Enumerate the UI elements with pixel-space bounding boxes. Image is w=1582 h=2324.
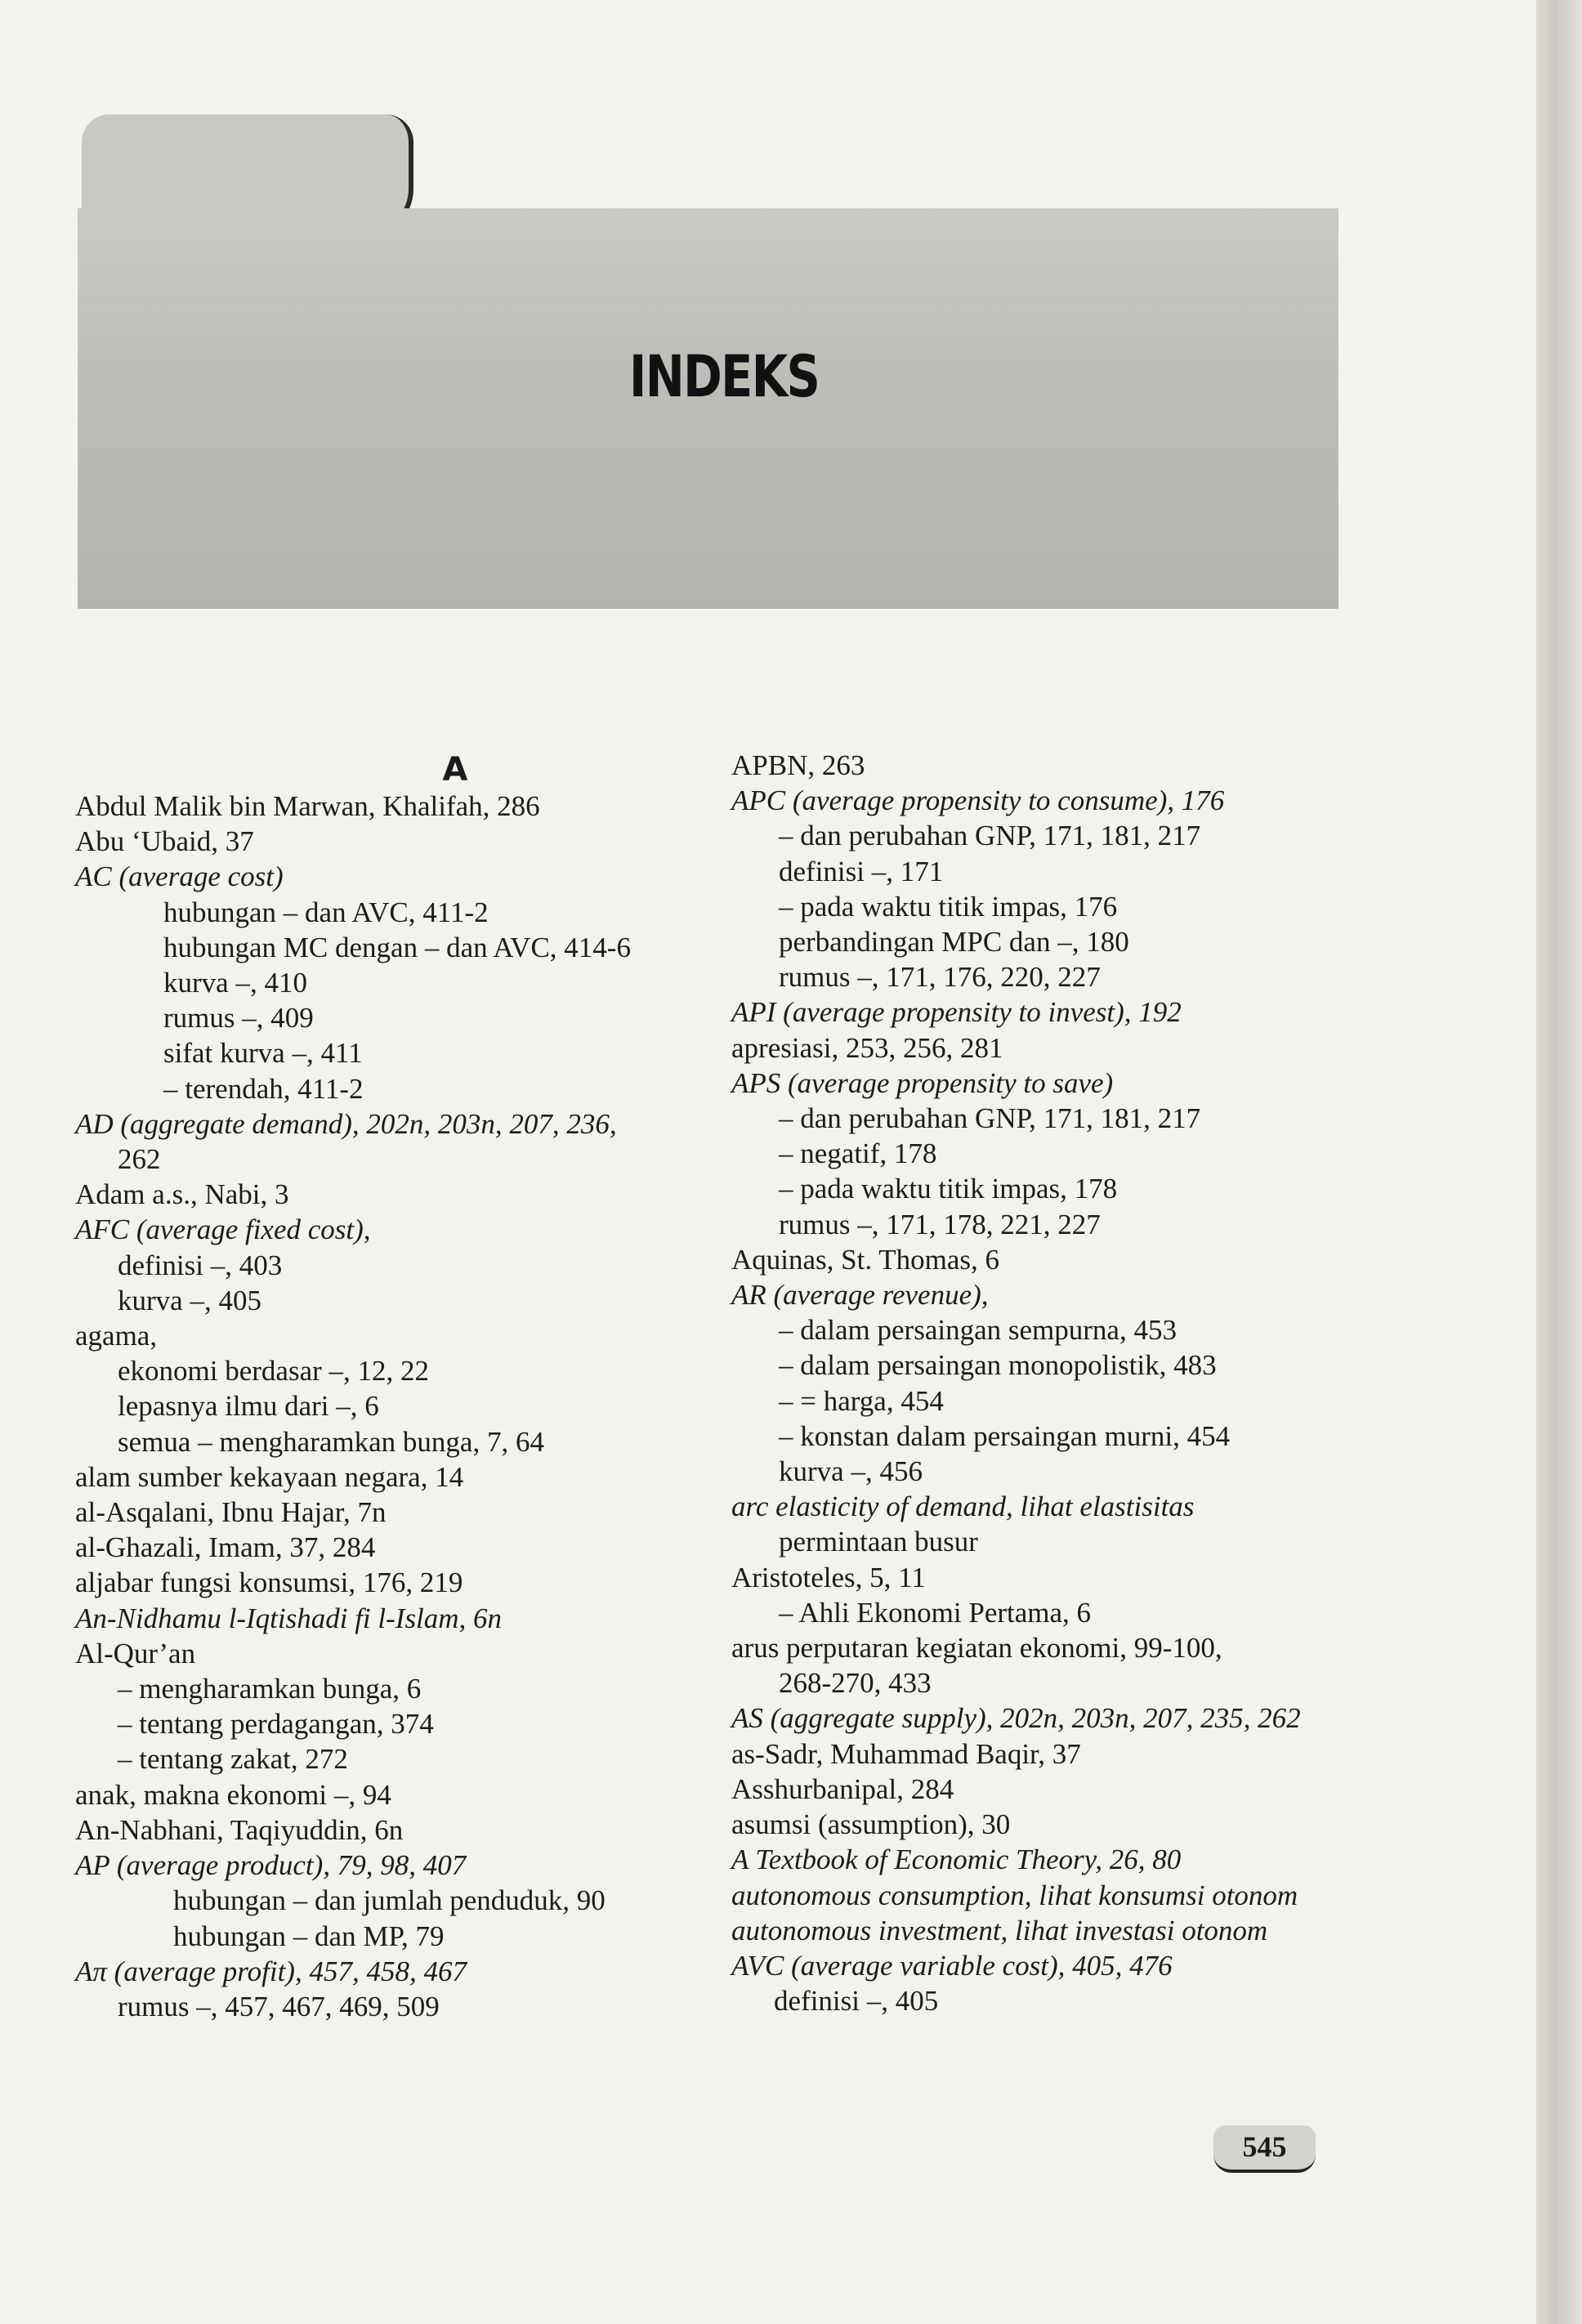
index-subentry: hubungan MC dengan – dan AVC, 414-6 [163,931,631,963]
index-subentry: kurva –, 410 [163,967,307,999]
index-subentry: – dan perubahan GNP, 171, 181, 217 [779,1102,1201,1135]
index-subentry: – konstan dalam persaingan murni, 454 [779,1419,1231,1452]
index-entry: AC (average cost) [75,860,284,893]
index-subentry: lepasnya ilmu dari –, 6 [118,1390,379,1423]
index-subentry: rumus –, 171, 178, 221, 227 [779,1208,1101,1240]
index-entry: APC (average propensity to consume), 176 [731,784,1225,817]
index-entry: AS (aggregate supply), 202n, 203n, 207, 235, 262 [731,1702,1301,1735]
index-entry: AFC (average fixed cost), [75,1213,371,1246]
index-entry: Aquinas, St. Thomas, 6 [731,1243,999,1276]
index-subentry: perbandingan MPC dan –, 180 [779,926,1129,959]
index-entry: Abdul Malik bin Marwan, Khalifah, 286 [75,790,540,822]
index-entry: alam sumber kekayaan negara, 14 [75,1460,464,1493]
index-entry: anak, makna ekonomi –, 94 [75,1778,391,1811]
index-subentry: – Ahli Ekonomi Pertama, 6 [779,1596,1092,1629]
index-subentry: rumus –, 171, 176, 220, 227 [779,961,1101,994]
index-subentry: – dalam persaingan sempurna, 453 [779,1314,1177,1347]
index-entry: Aπ (average profit), 457, 458, 467 [75,1955,467,1987]
index-subentry: – dalam persaingan monopolistik, 483 [779,1349,1217,1382]
index-entry: Aristoteles, 5, 11 [731,1561,926,1593]
index-entry: An-Nabhani, Taqiyuddin, 6n [75,1813,404,1846]
page-title: INDEKS [629,343,820,410]
index-entry: arc elasticity of demand, lihat elastisitas [731,1490,1195,1523]
index-subentry: – negatif, 178 [779,1137,937,1170]
right-column [731,748,1352,2018]
left-column [75,748,696,2024]
index-entry: agama, [75,1320,158,1352]
index-entry: Asshurbanipal, 284 [731,1772,954,1805]
index-subentry: ekonomi berdasar –, 12, 22 [118,1355,430,1388]
index-subentry: rumus –, 457, 467, 469, 509 [118,1990,440,2022]
index-entry: as-Sadr, Muhammad Baqir, 37 [731,1737,1081,1770]
index-subentry: – = harga, 454 [779,1384,944,1417]
index-subentry: definisi –, 405 [774,1985,939,2018]
index-subentry: hubungan – dan AVC, 411-2 [163,896,489,928]
index-entry: asumsi (assumption), 30 [731,1808,1011,1841]
index-entry: AD (aggregate demand), 202n, 203n, 207, 236, [75,1107,617,1140]
index-entry: autonomous investment, lihat investasi otonom [731,1914,1268,1946]
index-entry-continuation: 262 [118,1143,161,1176]
index-subentry: definisi –, 171 [779,855,944,887]
index-subentry: kurva –, 456 [779,1455,923,1488]
index-entry: al-Ghazali, Imam, 37, 284 [75,1531,376,1564]
index-entry: arus perputaran kegiatan ekonomi, 99-100, [731,1632,1222,1665]
index-entry: Al-Qur’an [75,1637,196,1669]
index-entry: AP (average product), 79, 98, 407 [75,1849,467,1882]
index-entry: AR (average revenue), [731,1279,989,1312]
index-entry: APBN, 263 [731,749,865,781]
index-subentry: sifat kurva –, 411 [163,1037,363,1070]
index-entry: An-Nidhamu l-Iqtishadi fi l-Islam, 6n [75,1602,503,1634]
index-entry: APS (average propensity to save) [731,1066,1114,1099]
index-subentry: semua – mengharamkan bunga, 7, 64 [118,1425,544,1458]
index-subentry: – dan perubahan GNP, 171, 181, 217 [779,820,1201,852]
index-subentry: – mengharamkan bunga, 6 [118,1673,422,1705]
index-entry: al-Asqalani, Ibnu Hajar, 7n [75,1496,387,1529]
index-entry: Adam a.s., Nabi, 3 [75,1178,289,1211]
index-entry-continuation: 268-270, 433 [779,1667,932,1700]
index-subentry: – tentang perdagangan, 374 [118,1708,434,1741]
index-subentry: hubungan – dan MP, 79 [173,1920,445,1952]
index-subentry: – pada waktu titik impas, 178 [779,1173,1118,1205]
index-subentry: definisi –, 403 [118,1249,283,1281]
index-entry: autonomous consumption, lihat konsumsi otonom [731,1879,1298,1911]
index-entry: Abu ‘Ubaid, 37 [75,825,254,858]
index-entry: apresiasi, 253, 256, 281 [731,1031,1003,1064]
page-edge-decoration [1536,0,1582,2324]
section-letter: A [442,751,468,789]
index-entry: API (average propensity to invest), 192 [731,996,1182,1029]
index-entry: A Textbook of Economic Theory, 26, 80 [731,1844,1182,1876]
index-entry: AVC (average variable cost), 405, 476 [731,1949,1173,1982]
index-entry: aljabar fungsi konsumsi, 176, 219 [75,1566,463,1599]
index-subentry: – tentang zakat, 272 [118,1743,348,1776]
index-subentry: hubungan – dan jumlah penduduk, 90 [173,1884,606,1917]
index-subentry: – pada waktu titik impas, 176 [779,890,1118,923]
index-subentry: kurva –, 405 [118,1284,261,1316]
page-number: 545 [1213,2125,1316,2173]
index-subentry: rumus –, 409 [163,1002,314,1035]
index-subentry: – terendah, 411-2 [163,1072,364,1105]
index-entry-continuation: permintaan busur [779,1526,978,1558]
